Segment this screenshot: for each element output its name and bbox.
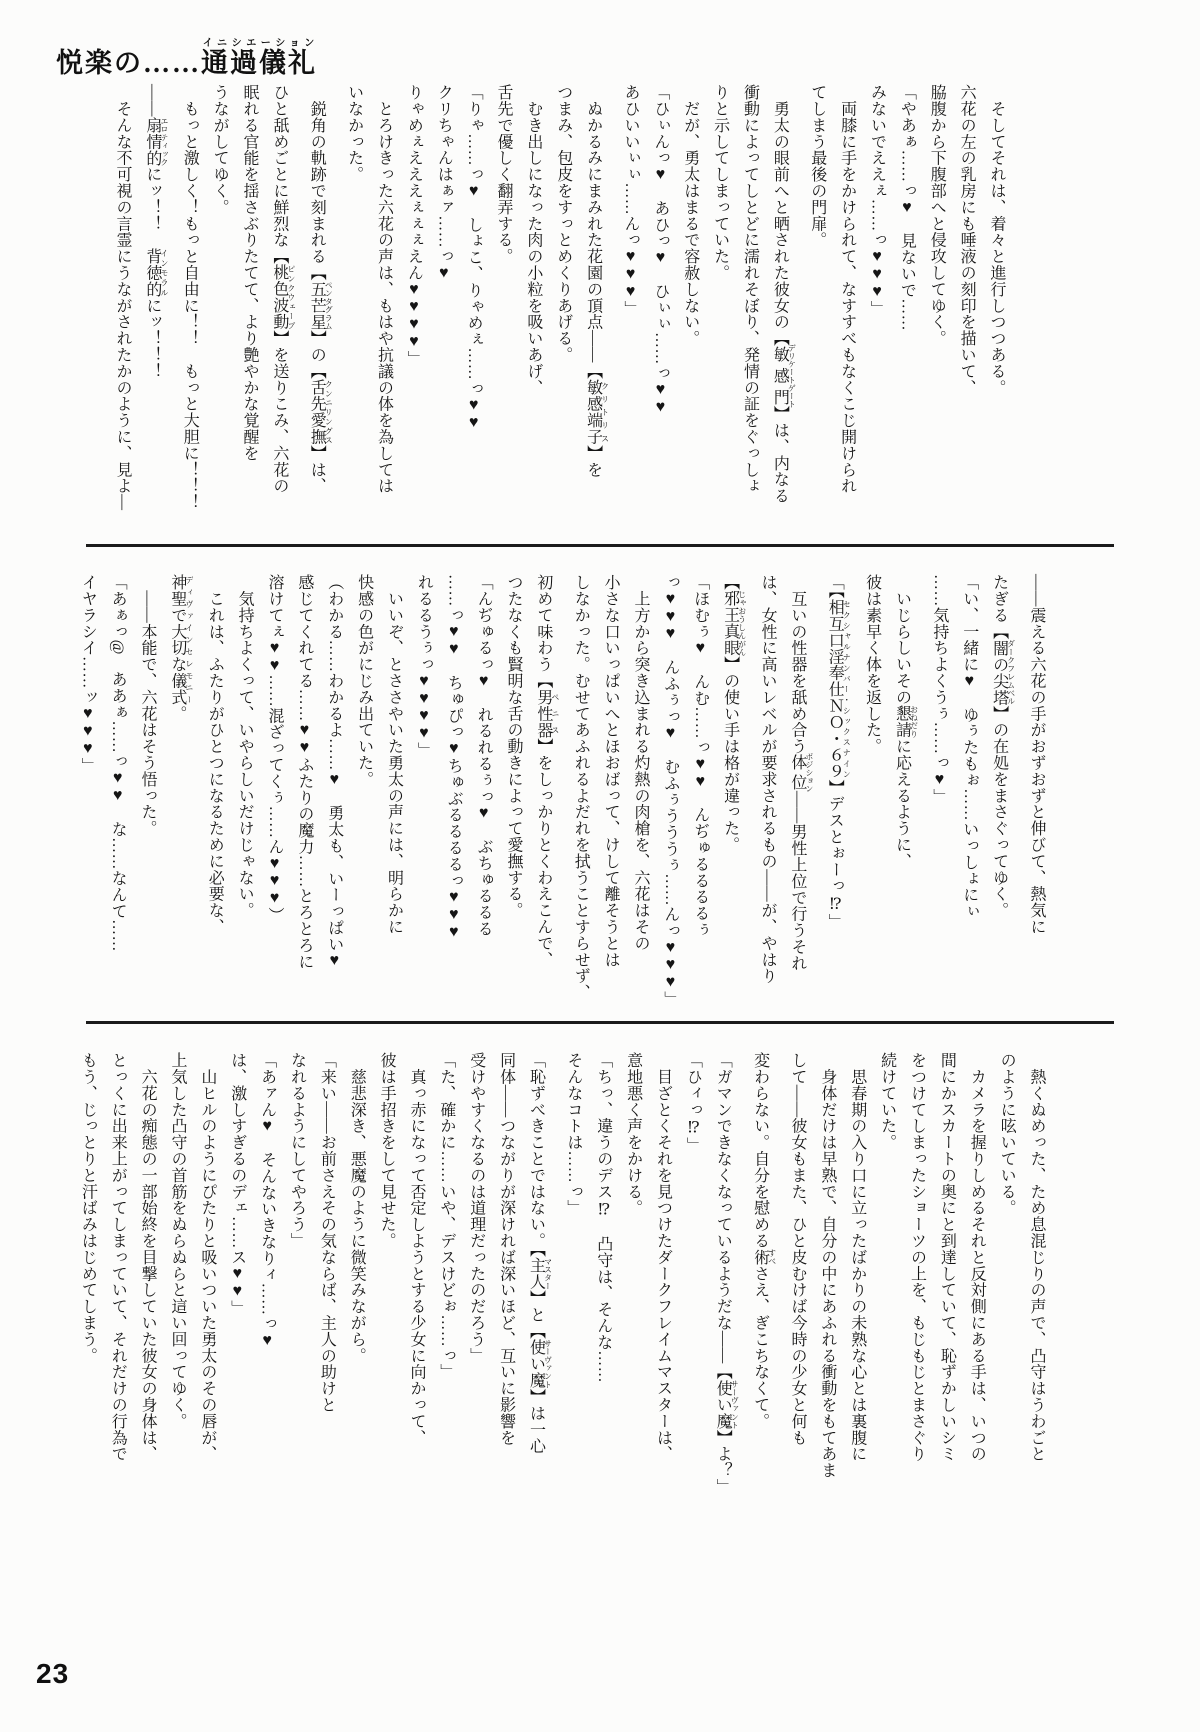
text-column: 舌先で優しく翻弄する。: [495, 84, 512, 265]
text-column: 「やあぁ……っ♥ 見ないで……: [898, 84, 916, 331]
text-column: むき出しになった肉の小粒を吸いあげ、: [524, 84, 542, 396]
text-column: しなかった。むせてあふれるよだれを拭うことすらせず、: [572, 574, 590, 1001]
text-column: もう、じっとりと汗ばみはじめてしまう。: [79, 1052, 97, 1364]
furigana-term: 使い魔 サーヴァント: [527, 1339, 553, 1389]
text-column: 彼は素早く体を返した。: [863, 574, 881, 755]
text-column: は、激しすぎるのデェ……ス♥♥」: [228, 1052, 246, 1317]
text-column: 衝動によってしとどに濡れそぼり、発情の証をぐっしょ: [741, 84, 759, 494]
furigana-term: 懇請 おねだり: [893, 705, 919, 739]
page-title: [56, 38, 317, 80]
text-column: 「た、確かに……いや、デスけどぉ……っ」: [437, 1052, 455, 1380]
text-column: は、女性に高いレベルが要求されるもの――が、やはり: [759, 574, 776, 984]
text-column: 勇太の眼前へと晒された彼女の【敏感門 デリケートゲート】は、内なる: [771, 84, 797, 504]
text-column: そんなコトは……っ」: [564, 1052, 582, 1216]
furigana-term: 闇の尖塔 ダークフレムベル: [990, 639, 1016, 706]
text-column: てしまう最後の門扉。: [808, 84, 826, 248]
text-column: 間にかスカートの奥にと到達していて、恥ずかしいシミ: [938, 1052, 956, 1462]
title-furigana: イニシエーション: [201, 38, 317, 50]
furigana-term: 桃色波動 ピンクウェーブ: [270, 264, 296, 331]
divider-line-1: [86, 544, 1114, 547]
text-column: だが、勇太はまるで容赦しない。: [681, 84, 699, 347]
text-column: 続けていた。: [878, 1052, 896, 1151]
text-column: 眠れる官能を揺さぶりたてて、より艶やかな覚醒を: [241, 84, 258, 462]
text-column: つたなくも賢明な舌の動きによって愛撫する。: [505, 574, 522, 919]
text-column: イヤラシイ……ッ♥♥♥」: [79, 574, 97, 774]
text-column: 「ひィっ⁉」: [684, 1052, 702, 1154]
text-column: 受けやすくなるのは道理だったのだろう」: [467, 1052, 485, 1364]
text-column: とろけきった六花の声は、もはや抗議の体を為しては: [375, 84, 393, 494]
text-column: ……気持ちよくうぅ……っ♥」: [930, 574, 948, 805]
text-column: これは、ふたりがひとつになるために必要な、: [206, 574, 224, 935]
text-column: たぎる【闇の尖塔 ダークフレムベル】の在処をまさぐってゆく。: [990, 574, 1016, 919]
furigana-term: 男性器 ペニス: [534, 688, 560, 739]
text-column: 両膝に手をかけられて、なすすべもなくこじ開けられ: [838, 84, 856, 494]
furigana-term: 体位 ポジション: [788, 752, 814, 793]
furigana-term: 相互口淫奉仕ＮＯ・６９ セクシャルナンバー・シックスナイン: [826, 598, 852, 780]
text-column: 六花の痴態の一部始終を目撃していた彼女の身体は、: [139, 1052, 157, 1462]
text-column: あひいいぃぃ……んっ♥♥♥」: [622, 84, 639, 317]
text-column: なれるようにしてやろう」: [288, 1052, 306, 1249]
text-column: 彼は手招きをして見せた。: [378, 1052, 396, 1249]
furigana-term: 扇情的 エロティック: [143, 116, 169, 167]
page-number: 23: [36, 1658, 70, 1689]
text-column: りゃめぇえええぇぇぇえん♥♥♥♥」: [405, 84, 423, 367]
text-column: 身体だけは早熟で、自分の中にあふれる衝動をもてあま: [818, 1052, 836, 1479]
furigana-term: 術 すべ: [751, 1248, 777, 1266]
text-column: 初めて味わう【男性器 ペニス】をしっかりとくわえこんで、: [534, 574, 560, 968]
furigana-term: 舌先愛撫 クンニリングス: [308, 379, 334, 445]
divider-line-2: [86, 1021, 1114, 1024]
furigana-term: 五芒星 ペンタグラム: [308, 280, 334, 331]
text-column: 【邪王真眼 じゃおうしんがん】の使い手は格が違った。: [721, 574, 747, 853]
text-column: 真っ赤になって否定しようとする少女に向かって、: [408, 1052, 425, 1446]
text-column: 「ガマンできなくなっているようだな――【使い魔 サーヴァント】よ？」: [714, 1052, 740, 1495]
text-column: 意地悪く声をかける。: [624, 1052, 642, 1216]
text-column: 溶けてぇ♥♥……混ざってくぅ……ん♥♥♥）: [266, 574, 283, 924]
text-column: して――彼女もまた、ひと皮むけば今時の少女と何も: [789, 1052, 806, 1446]
text-column: ぬかるみにまみれた花園の頂点――【敏感端子 クリトリス】を: [584, 84, 610, 478]
title-pre: 悦楽の……: [56, 48, 201, 79]
text-column: （わかる……わかるよ……♥ 勇太も、いーっぱい♥: [325, 574, 343, 970]
text-column: 変わらない。自分を慰める術 すべさえ、ぎこちなくて。: [751, 1052, 777, 1430]
text-column: ――震える六花の手がおずおずと伸びて、熱気に: [1028, 574, 1045, 935]
furigana-term: 敏感門 デリケートゲート: [771, 343, 797, 408]
text-column: 「あァん♥ そんないきなりィ……っ♥: [258, 1052, 276, 1350]
text-column: うながしてゆく。: [211, 84, 229, 216]
text-column: りと示してしまっていた。: [711, 84, 729, 281]
text-column: 互いの性器を舐め合う体位 ポジション――男性上位で行うそれ: [788, 574, 814, 972]
text-column: 同体――つながりが深ければ深いほど、互いに影響を: [497, 1052, 515, 1446]
text-column: 上気した凸守の首筋をぬらぬらと這い回ってゆく。: [169, 1052, 186, 1430]
text-column: いじらしいその懇請 おねだりに応えるように、: [893, 574, 919, 870]
text-column: っ♥♥♥ んふぅっ♥ むふぅうううぅ……んっ♥♥♥」: [661, 574, 679, 1008]
text-column: 「ひぃんっ♥ あひっ♥ ひぃぃ……っ♥♥: [651, 84, 669, 416]
text-column: 思春期の入り口に立ったばかりの未熟な心とは裏腹に: [848, 1052, 866, 1462]
text-column: 感じてくれてる……♥♥ふたりの魔力……とろとろに: [295, 574, 313, 970]
text-column: そしてそれは、着々と進行しつつある。: [988, 84, 1005, 396]
text-column: 「んぢゅるっ♥ れるれるぅっ♥ ぶちゅるるる: [475, 574, 493, 937]
text-column: ――本能で、六花はそう悟った。: [139, 574, 156, 837]
text-column: 「い、一緒に♥ ゆぅたもぉ……いっしょにぃ: [960, 574, 978, 920]
text-column: みないでええぇ……っ♥♥♥」: [868, 84, 886, 317]
text-column: ひと舐めごとに鮮烈な【桃色波動 ピンクウェーブ】を送りこみ、六花の: [270, 84, 296, 495]
text-column: 「恥ずべきことではない。【主人 マスター】と【使い魔 サーヴァント】は一心: [527, 1052, 553, 1455]
text-column: 「りゃ……っ♥ しょこ、りゃめぇ……っ♥♥: [465, 84, 483, 432]
text-block-bottom: [79, 1052, 1045, 1574]
text-column: をつけてしまったショーツの上を、もじもじとまさぐり: [908, 1052, 926, 1462]
furigana-term: 使い魔 サーヴァント: [714, 1380, 740, 1430]
text-column: 山ヒルのようにぴたりと吸いついた勇太のその唇が、: [198, 1052, 216, 1462]
text-column: 慈悲深き、悪魔のように微笑みながら。: [348, 1052, 366, 1364]
text-column: 脇腹から下腹部へと侵攻してゆく。: [928, 84, 946, 347]
text-column: 「あぁっ@ ああぁ……っ♥♥ な……なんて……: [109, 574, 127, 952]
text-column: 気持ちよくって、いやらしいだけじゃない。: [236, 574, 254, 919]
text-column: そんな不可視の言霊にうながされたかのように、見よ―: [114, 84, 131, 511]
text-column: 「来い――お前さえその気ならば、主人の助けと: [318, 1052, 336, 1413]
title-ruby-group: [201, 38, 317, 79]
text-column: れるるうぅっ♥♥♥♥」: [415, 574, 433, 759]
text-column: ――扇情的 エロティックにッ！！ 背徳的 インモラルにッ！！！: [143, 84, 169, 380]
text-column: のように呟いている。: [998, 1052, 1016, 1216]
text-column: いなかった。: [345, 84, 363, 183]
text-column: 上方から突き込まれる灼熱の肉槍を、六花はその: [632, 574, 649, 952]
text-column: つまみ、包皮をすっとめくりあげる。: [554, 84, 572, 363]
text-column: いいぞ、とささやいた勇太の声には、明らかに: [385, 574, 403, 935]
text-column: 快感の色がにじみ出ていた。: [355, 574, 373, 788]
text-column: 「【相互口淫奉仕ＮＯ・６９ セクシャルナンバー・シックスナイン】デスとぉーっ⁉」: [826, 574, 852, 930]
text-column: 目ざとくそれを見つけたダークフレイムマスターは、: [654, 1052, 672, 1462]
text-column: 「ほむぅ♥ んむ……っ♥♥ んぢゅるるるるぅ: [691, 574, 709, 938]
furigana-term: 背徳的 インモラル: [143, 248, 169, 298]
text-column: 小さな口いっぱいへとほおばって、けして離そうとは: [602, 574, 620, 968]
furigana-term: 邪王真眼 じゃおうしんがん: [721, 590, 747, 657]
text-column: とっくに出来上がってしまっていて、それだけの行為で: [109, 1052, 127, 1462]
text-column: もっと激しく！もっと自由に！！ もっと大胆に！！！: [181, 84, 199, 511]
text-column: 「ちっ、違うのデス⁉ 凸守は、そんな……: [594, 1052, 612, 1383]
title-base: 通過儀礼: [201, 48, 317, 79]
text-column: カメラを握りしめるそれと反対側にある手は、いつの: [968, 1052, 986, 1462]
text-column: 六花の左の乳房にも唾液の刻印を描いて、: [958, 84, 976, 396]
text-block-middle: [79, 574, 1045, 1020]
furigana-term: 神聖で大切な儀式 ディヴァインセレモニー: [168, 574, 194, 706]
text-column: ……っ♥♥ ちゅぴっ♥ちゅぶるるるるっ♥♥♥: [445, 574, 463, 941]
text-block-top: [45, 84, 1005, 542]
text-column: クリちゃんはぁァ……っ♥: [435, 84, 453, 282]
furigana-term: 敏感端子 クリトリス: [584, 379, 610, 445]
text-column: 鋭角の軌跡で刻まれる【五芒星 ペンタグラム】の【舌先愛撫 クンニリングス】は、: [308, 84, 334, 495]
furigana-term: 主人 マスター: [527, 1257, 553, 1291]
text-column: 神聖で大切な儀式 ディヴァインセレモニー。: [168, 574, 194, 722]
text-column: 熱くぬめった、ため息混じりの声で、凸守はうわごと: [1028, 1052, 1045, 1462]
